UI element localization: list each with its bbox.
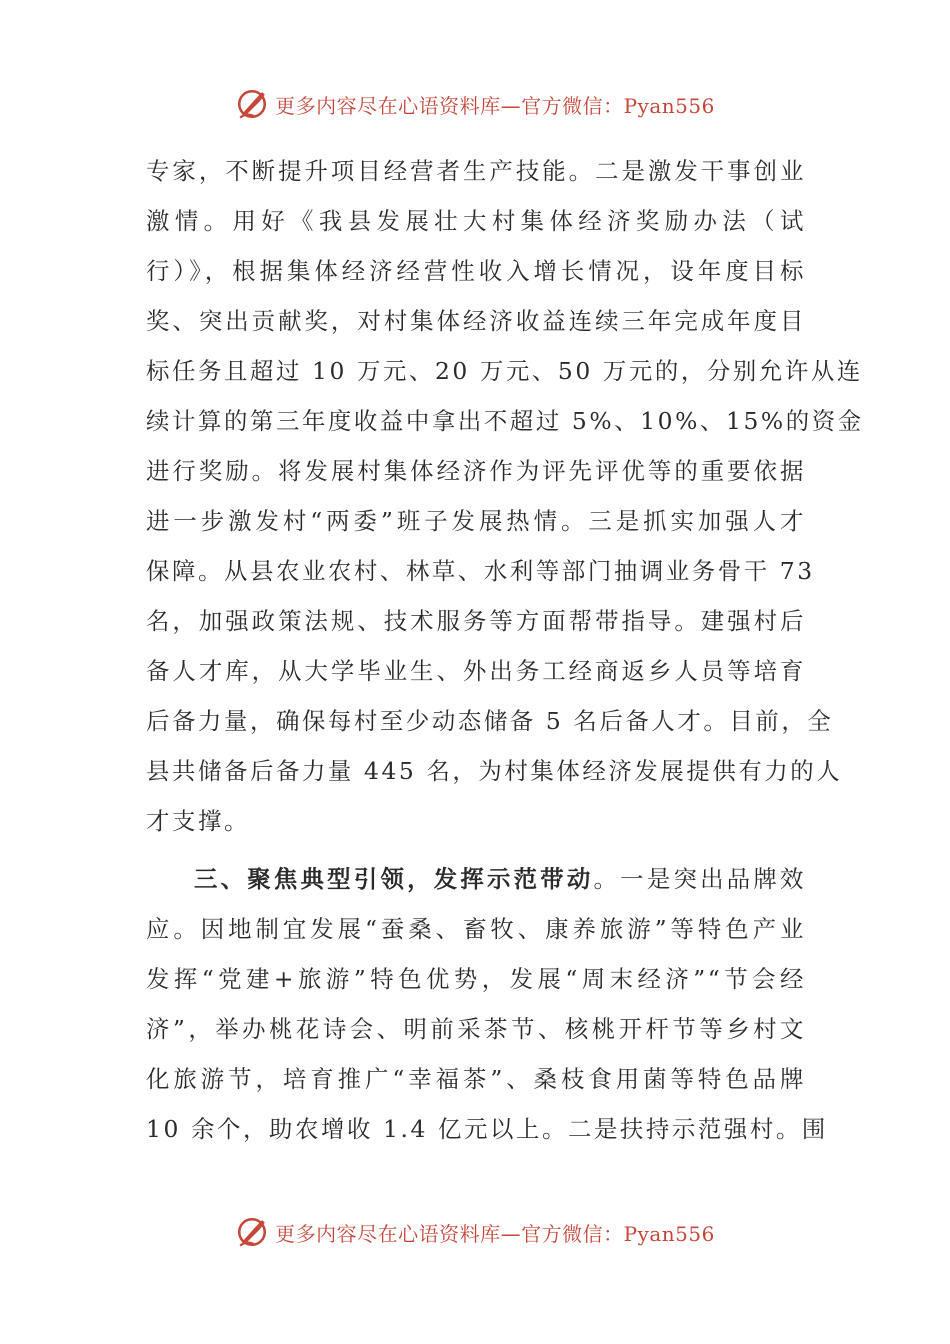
text-line: 行）》，根据集体经济经营性收入增长情况，设年度目标 xyxy=(146,257,806,285)
text-line: 县共储备后备力量 445 名，为村集体经济发展提供有力的人 xyxy=(146,757,843,785)
text-line: 保障。从县农业农村、林草、水利等部门抽调业务骨干 73 xyxy=(146,557,815,585)
text-line: 济”，举办桃花诗会、明前采茶节、核桃开杆节等乡村文 xyxy=(146,1015,806,1043)
paragraph-talent xyxy=(146,146,864,846)
text-line: 才支撑。 xyxy=(146,807,250,835)
header-dash: — xyxy=(500,93,522,118)
footer-wechat-id: Pyan556 xyxy=(623,1221,715,1246)
page-footer-banner xyxy=(0,1214,950,1250)
footer-site-name: 更多内容尽在心语资料库 xyxy=(275,1221,501,1246)
text-run: 。一是突出品牌效 xyxy=(593,865,806,893)
text-line: 续计算的第三年度收益中拿出不超过 5%、10%、15%的资金 xyxy=(146,407,864,435)
document-body xyxy=(146,146,864,1154)
header-wechat-label: 官方微信： xyxy=(521,93,624,118)
text-line: 化旅游节，培育推广“幸福茶”、桑枝食用菌等特色品牌 xyxy=(146,1065,806,1093)
footer-banner-text xyxy=(275,1218,715,1247)
section-heading: 三、聚焦典型引领，发挥示范带动 xyxy=(194,865,594,893)
text-line-with-heading xyxy=(146,854,806,904)
text-line: 激情。用好《我县发展壮大村集体经济奖励办法（试 xyxy=(146,207,806,235)
text-line: 进行奖励。将发展村集体经济作为评先评优等的重要依据 xyxy=(146,457,806,485)
header-wechat-id: Pyan556 xyxy=(623,93,715,118)
text-line: 进一步激发村“两委”班子发展热情。三是抓实加强人才 xyxy=(146,507,806,535)
pen-nib-logo-icon xyxy=(235,87,269,121)
page-header-banner xyxy=(0,86,950,122)
text-line: 名，加强政策法规、技术服务等方面帮带指导。建强村后 xyxy=(146,607,806,635)
footer-dash: — xyxy=(500,1221,522,1246)
text-line: 专家，不断提升项目经营者生产技能。二是激发干事创业 xyxy=(146,157,806,185)
header-banner-text xyxy=(275,90,715,119)
paragraph-demonstration xyxy=(146,854,828,1154)
text-line: 奖、突出贡献奖，对村集体经济收益连续三年完成年度目 xyxy=(146,307,806,335)
footer-wechat-label: 官方微信： xyxy=(521,1221,624,1246)
text-line: 标任务且超过 10 万元、20 万元、50 万元的，分别允许从连 xyxy=(146,357,863,385)
text-line: 后备力量，确保每村至少动态储备 5 名后备人才。目前，全 xyxy=(146,707,834,735)
text-line: 发挥“党建+旅游”特色优势，发展“周末经济”“节会经 xyxy=(146,965,806,993)
header-site-name: 更多内容尽在心语资料库 xyxy=(275,93,501,118)
text-line: 应。因地制宜发展“蚕桑、畜牧、康养旅游”等特色产业 xyxy=(146,915,806,943)
text-line: 10 余个，助农增收 1.4 亿元以上。二是扶持示范强村。围 xyxy=(146,1115,828,1143)
pen-nib-logo-icon xyxy=(235,1215,269,1249)
text-line: 备人才库，从大学毕业生、外出务工经商返乡人员等培育 xyxy=(146,657,806,685)
